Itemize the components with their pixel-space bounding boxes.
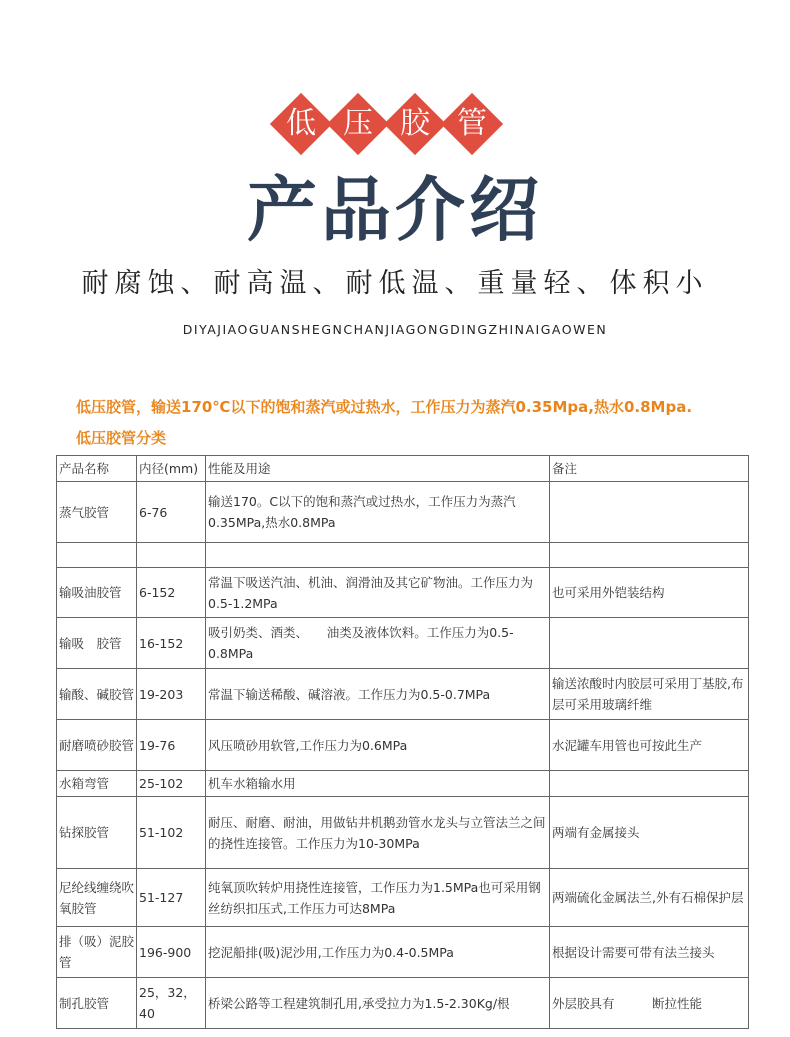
cell-name [57,543,137,568]
table-row [57,797,749,869]
table-row [57,869,749,927]
cell-diameter: 25，32，40 [137,978,206,1029]
table-row [57,482,749,543]
table-row [57,618,749,669]
cell-usage: 纯氧顶吹转炉用挠性连接管，工作压力为1.5MPa也可采用钢丝纺织扣压式,工作压力可达8MPa [206,869,550,927]
cell-diameter: 19-203 [137,669,206,720]
cell-name: 蒸气胶管 [57,482,137,543]
page-title: 产品介绍 [247,169,543,251]
table-row [57,978,749,1029]
cell-note [550,618,749,669]
cell-name: 钻探胶管 [57,797,137,869]
header-cell: 产品名称 [57,456,137,482]
cell-diameter: 51-127 [137,869,206,927]
intro-text: 低压胶管，输送170℃以下的饱和蒸汽或过热水，工作压力为蒸汽0.35Mpa,热水0.8Mpa. [76,398,693,416]
cell-name: 输酸、碱胶管 [57,669,137,720]
cell-diameter: 51-102 [137,797,206,869]
table-row [57,543,749,568]
banner-char: 胶 [400,106,430,141]
cell-usage [206,543,550,568]
header-cell: 备注 [550,456,749,482]
cell-diameter: 16-152 [137,618,206,669]
cell-diameter: 6-76 [137,482,206,543]
cell-usage: 挖泥船排(吸)泥沙用,工作压力为0.4-0.5MPa [206,927,550,978]
cell-note: 外层胶具有 断拉性能 [550,978,749,1029]
cell-diameter: 19-76 [137,720,206,771]
cell-diameter: 6-152 [137,568,206,618]
cell-name: 耐磨喷砂胶管 [57,720,137,771]
cell-name: 排（吸）泥胶管 [57,927,137,978]
page-subtitle: 耐腐蚀、耐高温、耐低温、重量轻、体积小 [81,268,709,299]
cell-diameter: 25-102 [137,771,206,797]
pinyin-caption: DIYAJIAOGUANSHEGNCHANJIAGONGDINGZHINAIGAOWEN [182,322,608,337]
table-row [57,720,749,771]
table-row [57,927,749,978]
cell-note: 根据设计需要可带有法兰接头 [550,927,749,978]
cell-name: 输吸 胶管 [57,618,137,669]
cell-name: 输吸油胶管 [57,568,137,618]
cell-diameter [137,543,206,568]
cell-note: 两端有金属接头 [550,797,749,869]
cell-usage: 常温下吸送汽油、机油、润滑油及其它矿物油。工作压力为0.5-1.2MPa [206,568,550,618]
header-cell: 内径(mm) [137,456,206,482]
banner-char: 管 [457,106,487,141]
cell-usage: 风压喷砂用软管,工作压力为0.6MPa [206,720,550,771]
cell-usage: 桥梁公路等工程建筑制孔用,承受拉力为1.5-2.30Kg/根 [206,978,550,1029]
cell-usage: 机车水箱输水用 [206,771,550,797]
cell-usage: 耐压、耐磨、耐油，用做钻井机鹅劲管水龙头与立管法兰之间的挠性连接管。工作压力为10-30MPa [206,797,550,869]
table-row [57,669,749,720]
cell-note [550,482,749,543]
header-cell: 性能及用途 [206,456,550,482]
banner-char: 低 [286,106,316,141]
cell-usage: 常温下输送稀酸、碱溶液。工作压力为0.5-0.7MPa [206,669,550,720]
cell-note [550,543,749,568]
banner-char: 压 [343,106,373,141]
cell-usage: 输送170。C以下的饱和蒸汽或过热水，工作压力为蒸汽0.35MPa,热水0.8MPa [206,482,550,543]
banner [0,92,790,156]
table-row [57,568,749,618]
cell-note: 输送浓酸时内胶层可采用丁基胶,布层可采用玻璃纤维 [550,669,749,720]
cell-usage: 吸引奶类、酒类、 油类及液体饮料。工作压力为0.5-0.8MPa [206,618,550,669]
cell-name: 制孔胶管 [57,978,137,1029]
cell-note: 水泥罐车用管也可按此生产 [550,720,749,771]
cell-diameter: 196-900 [137,927,206,978]
cell-name: 尼纶线缠绕吹氧胶管 [57,869,137,927]
cell-note: 也可采用外铠装结构 [550,568,749,618]
category-title: 低压胶管分类 [76,429,167,447]
cell-note [550,771,749,797]
cell-note: 两端硫化金属法兰,外有石棉保护层 [550,869,749,927]
table-header-row [57,456,749,482]
cell-name: 水箱弯管 [57,771,137,797]
product-table [56,455,749,1029]
table-row [57,771,749,797]
